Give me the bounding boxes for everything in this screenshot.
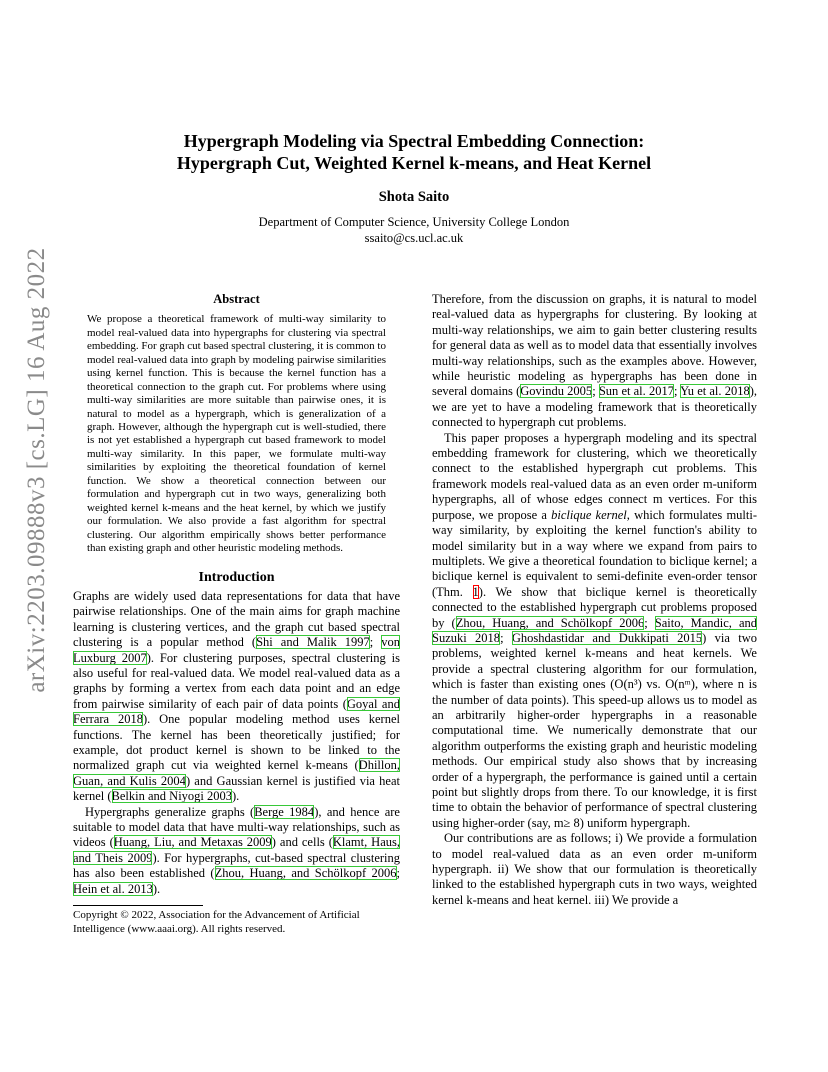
citation-link[interactable]: Hein et al. 2013 xyxy=(73,881,153,896)
body-paragraph-2: This paper proposes a hypergraph modeling and its spectral embedding framework for clustering, which we theoretically connect to the established hypergraph cut problems. This framework models real-valued data as an even order m-uniform hypergraphs, all of whose edges connect m vertices. For this purpose, we propose a biclique kernel, which formulates multi-way similarity, by exploiting the kernel function's ability to model similarity but in a way where we expand from pairs to multiplets. We give a theoretical foundation to biclique kernel; a biclique kernel is equivalent to semi-definite even-order tensor (Thm. 1). We show that biclique kernel is theoretically connected to the established hypergraph cut problems proposed by (Zhou, Huang, and Schölkopf 2006; Saito, Mandic, and Suzuki 2018; Ghoshdastidar and Dukkipati 2015) via two problems, weighted kernel k-means and heat kernels. We provide a spectral clustering algorithm for our formulation, which is faster than existing ones (O(n³) vs. O(nᵐ), where n is the number of data points). This speed-up allows us to model as an arbitrarily higher-order hypergraphs in a reasonable computational time. We numerically demonstrate that our algorithm outperforms the existing graph and heuristic modeling methods. Our empirical study also shows that by increasing order of a hypergraph, the performance is gained until a certain point but slightly drops from there. To our knowledge, it is first time to obtain the behavior of performance of spectral clustering using higher-order (say, m≥ 8) uniform hypergraph. xyxy=(432,430,758,830)
body-paragraph-3: Our contributions are as follows; i) We provide a formulation to model real-valued data as an even order m-uniform hypergraph. ii) We show that our formulation is theoretically linked to the established hypergraph cuts in two ways, weighted kernel k-means and heat kernel. iii) We provide a xyxy=(432,831,757,907)
intro-paragraph-1: Graphs are widely used data representations for data that have pairwise relationships. One of the main aims for graph machine learning is clustering vertices, and the graph cut based spectral clustering is a popular method (Shi and Malik 1997; von Luxburg 2007). For clustering purposes, spectral clustering is also useful for real-valued data. We model real-valued data as a graphs by forming a vertex from each data point and an edge from pairwise similarity of each pair of data points (Goyal and Ferrara 2018). One popular modeling method uses kernel functions. The kernel has been theoretically justified; for example, dot product kernel is shown to be linked to the normalized graph cut via weighted kernel k-means (Dhillon, Guan, and Kulis 2004) and Gaussian kernel is justified via heat kernel (Belkin and Niyogi 2003). xyxy=(73,588,400,804)
citation-link[interactable]: Klamt, Haus, and Theis 2009 xyxy=(73,835,400,865)
citation-link[interactable]: Ghoshdastidar and Dukkipati 2015 xyxy=(511,630,703,645)
footnote-rule xyxy=(73,905,203,906)
email: ssaito@cs.ucl.ac.uk xyxy=(364,231,464,245)
citation-link[interactable]: Zhou, Huang, and Schölkopf 2006 xyxy=(455,615,645,630)
copyright-notice: Copyright © 2022, Association for the Advancement of Artificial Intelligence (www.aaai.org). All rights reserved. xyxy=(73,909,360,935)
theorem-reference-link[interactable]: 1 xyxy=(472,584,479,599)
citation-link[interactable]: Yu et al. 2018 xyxy=(680,384,750,399)
citation-link[interactable]: Shi and Malik 1997 xyxy=(256,635,370,650)
abstract-text: We propose a theoretical framework of multi-way similarity to model real-valued data into hypergraphs for clustering via spectral embedding. For graph cut based spectral clustering, it is common to model real-valued data into graph by modeling pairwise similarities using kernel function. This is because the kernel function has a theoretical connection to the graph cut. For problems where using multi-way similarities are more suitable than pairwise ones, it is natural to model as a hypergraph, which is generalization of a graph. However, although the hypergraph cut is well-studied, there is not yet established a hypergraph cut based framework to model multi-way similarity. In this paper, we formulate multi-way similarities by exploiting the theoretical foundation of kernel function. We show a theoretical connection between our formulation and hypergraph cut in two ways, generalizing both weighted kernel k-means and the heat kernel, by which we justify our formulation. We also provide a fast algorithm for spectral clustering. Our algorithm empirically shows better performance than existing graph and other heuristic modeling methods. xyxy=(87,313,386,555)
abstract-heading: Abstract xyxy=(213,292,260,306)
citation-link[interactable]: Berge 1984 xyxy=(254,804,315,819)
emphasis: biclique kernel xyxy=(551,507,627,522)
author-name: Shota Saito xyxy=(378,189,450,205)
citation-link[interactable]: Dhillon, Guan, and Kulis 2004 xyxy=(73,758,400,788)
paper-header xyxy=(0,130,828,246)
arxiv-identifier xyxy=(22,247,52,693)
title-line-2: Hypergraph Cut, Weighted Kernel k-means, and Heat Kernel xyxy=(176,153,652,173)
citation-link[interactable]: Zhou, Huang, and Schölkopf 2006 xyxy=(214,866,397,881)
arxiv-identifier-text: arXiv:2203.09888v3 [cs.LG] 16 Aug 2022 xyxy=(23,247,50,693)
author-affiliation xyxy=(0,214,828,246)
affiliation: Department of Computer Science, University College London xyxy=(258,215,570,229)
introduction-heading: Introduction xyxy=(198,569,275,585)
body-paragraph-1: Therefore, from the discussion on graphs, it is natural to model real-valued data as hypergraphs for clustering. By looking at multi-way relationships, we aim to gain better clustering results for general data as well as to model data that essentially involves multi-way relationships, such as the examples above. However, while heuristic modeling as hypergraphs has been done in several domains (Govindu 2005; Sun et al. 2017; Yu et al. 2018), we are yet to have a modeling framework that is theoretically connected to hypergraph cut problems. xyxy=(432,292,757,430)
citation-link[interactable]: von Luxburg 2007 xyxy=(73,635,400,665)
paper-title xyxy=(0,130,828,174)
citation-link[interactable]: Govindu 2005 xyxy=(520,384,593,399)
citation-link[interactable]: Huang, Liu, and Metaxas 2009 xyxy=(113,835,272,850)
citation-link[interactable]: Goyal and Ferrara 2018 xyxy=(73,696,400,727)
intro-paragraph-2: Hypergraphs generalize graphs (Berge 1984), and hence are suitable to model data that have multi-way relationships, such as videos (Huang, Liu, and Metaxas 2009) and cells (Klamt, Haus, and Theis 2009). For hypergraphs, cut-based spectral clustering has also been established (Zhou, Huang, and Schölkopf 2006; Hein et al. 2013). xyxy=(73,804,401,896)
citation-link[interactable]: Sun et al. 2017 xyxy=(598,384,674,399)
citation-link[interactable]: Belkin and Niyogi 2003 xyxy=(111,789,233,804)
left-column xyxy=(73,292,400,936)
title-line-1: Hypergraph Modeling via Spectral Embedding Connection: xyxy=(183,131,645,151)
citation-link[interactable]: Saito, Mandic, and Suzuki 2018 xyxy=(432,615,757,645)
right-column xyxy=(432,292,757,908)
